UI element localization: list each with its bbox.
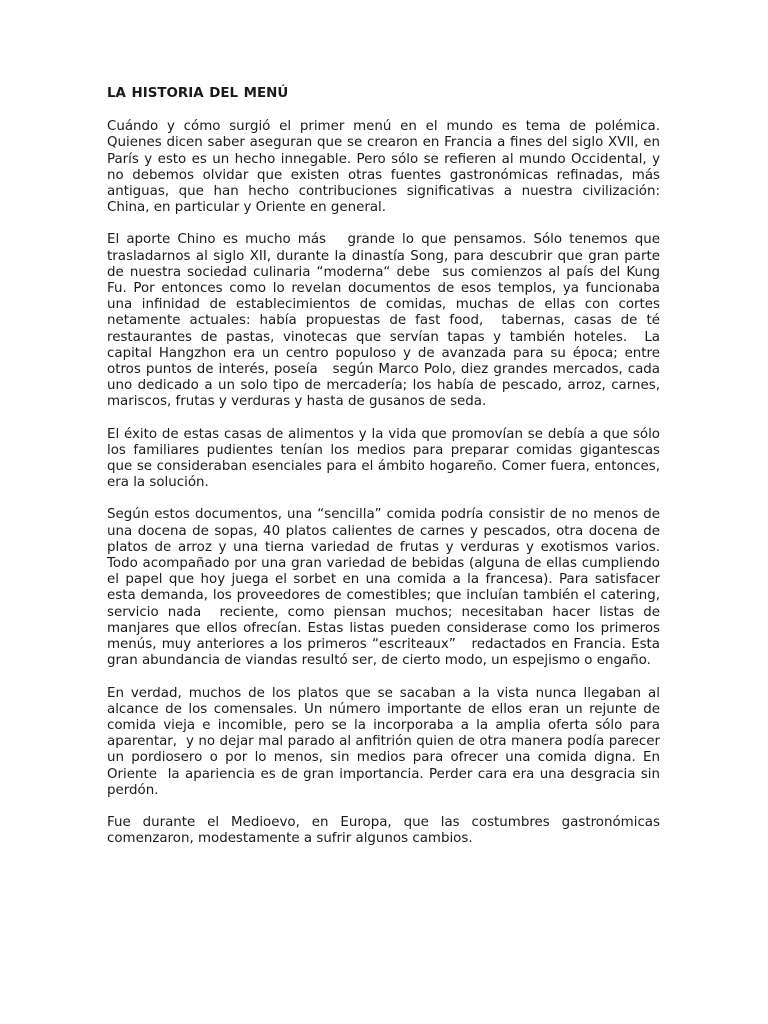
paragraph-success-of-eating-houses: El éxito de estas casas de alimentos y la vida que promovían se debía a que sólo los familiares pudientes tenían los medios para preparar comidas gigantescas que se consideraban esenciales para el ámbito hogareño. Comer fuera, entonces, era la solución.: [107, 426, 665, 491]
document-title: LA HISTORIA DEL MENÚ: [107, 86, 289, 101]
paragraph-appearances: En verdad, muchos de los platos que se sacaban a la vista nunca llegaban al alcance de los comensales. Un número importante de ellos eran un rejunte de comida vieja e incomible, pero se la incorporaba a la amplia oferta sólo para aparentar, y no dejar mal parado al anfitrión quien de otra manera podía parecer un pordiosero o por lo menos, sin medios para ofrecer una comida digna. En Oriente la apariencia es de gran importancia. Perder cara era una desgracia sin perdón.: [107, 685, 665, 798]
paragraph-first-menus: Según estos documentos, una “sencilla” comida podría consistir de no menos de una docena de sopas, 40 platos calientes de carnes y pescados, otra docena de platos de arroz y una tierna variedad de frutas y verduras y exotismos varios. Todo acompañado por una gran variedad de bebidas (alguna de ellas cumpliendo el papel que hoy juega el sorbet en una comida a la francesa). Para satisfacer esta demanda, los proveedores de comestibles; que incluían también el catering, servicio nada reciente, como piensan muchos; necesitaban hacer listas de manjares que ellos ofrecían. Estas listas pueden considerase como los primeros menús, muy anteriores a los primeros “escriteaux” redactados en Francia. Esta gran abundancia de viandas resultó ser, de cierto modo, un espejismo o engaño.: [107, 507, 665, 669]
paragraph-intro: Cuándo y cómo surgió el primer menú en el mundo es tema de polémica. Quienes dicen saber aseguran que se crearon en Francia a fines del siglo XVII, en París y esto es un hecho innegable. Pero sólo se refieren al mundo Occidental, y no debemos olvidar que existen otras fuentes gastronómicas refinadas, más antiguas, que han hecho contribuciones significativas a nuestra civilización: China, en particular y Oriente en general.: [107, 119, 665, 216]
document-page: [107, 86, 669, 863]
paragraph-chinese-contribution: El aporte Chino es mucho más grande lo que pensamos. Sólo tenemos que trasladarnos al siglo XII, durante la dinastía Song, para descubrir que gran parte de nuestra sociedad culinaria “moderna“ debe sus comienzos al país del Kung Fu. Por entonces como lo revelan documentos de esos templos, ya funcionaba una infinidad de establecimientos de comidas, muchas de ellas con cortes netamente actuales: había propuestas de fast food, tabernas, casas de té restaurantes de pastas, vinotecas que servían tapas y también hoteles. La capital Hangzhon era un centro populoso y de avanzada para su época; entre otros puntos de interés, poseía según Marco Polo, diez grandes mercados, cada uno dedicado a un solo tipo de mercadería; los había de pescado, arroz, carnes, mariscos, frutas y verduras y hasta de gusanos de seda.: [107, 232, 669, 410]
paragraph-middle-ages: Fue durante el Medioevo, en Europa, que las costumbres gastronómicas comenzaron, modestamente a sufrir algunos cambios.: [107, 814, 665, 847]
